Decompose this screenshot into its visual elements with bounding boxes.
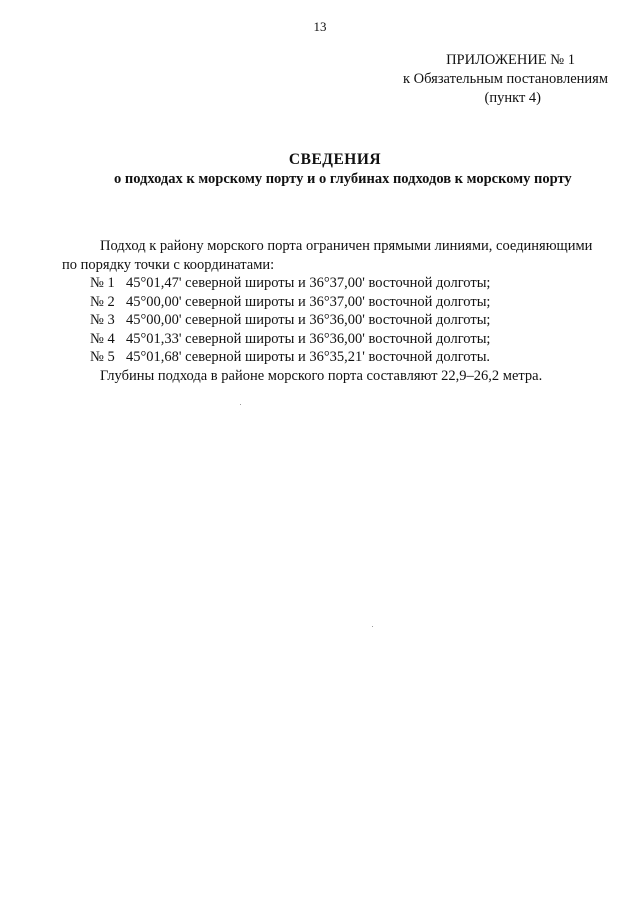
point-coordinates: 45°00,00' северной широты и 36°36,00' восточной долготы; bbox=[126, 312, 491, 328]
point-number: № 5 bbox=[90, 349, 115, 365]
appendix-point: (пункт 4) bbox=[484, 90, 541, 106]
intro-line-2: по порядку точки с координатами: bbox=[62, 256, 275, 273]
scan-speck bbox=[240, 404, 241, 405]
coordinate-point-1 bbox=[90, 274, 610, 293]
intro-line-1: Подход к району морского порта ограничен прямыми линиями, соединяющими bbox=[100, 238, 593, 254]
document-subtitle: о подходах к морскому порту и о глубинах подходов к морскому порту bbox=[114, 171, 572, 187]
coordinate-point-2 bbox=[90, 293, 610, 312]
point-number: № 3 bbox=[90, 312, 115, 328]
appendix-title: ПРИЛОЖЕНИЕ № 1 bbox=[446, 52, 575, 68]
point-number: № 4 bbox=[90, 330, 115, 347]
point-coordinates: 45°01,68' северной широты и 36°35,21' восточной долготы. bbox=[126, 349, 491, 365]
point-number: № 1 bbox=[90, 275, 115, 291]
coordinate-point-5 bbox=[90, 348, 610, 367]
page-number: 13 bbox=[313, 19, 327, 34]
coordinate-point-4 bbox=[90, 330, 610, 349]
appendix-header bbox=[348, 51, 608, 108]
coordinate-point-3 bbox=[90, 311, 610, 330]
document-body bbox=[62, 237, 610, 385]
point-coordinates: 45°00,00' северной широты и 36°37,00' восточной долготы; bbox=[126, 293, 491, 310]
point-number: № 2 bbox=[90, 293, 115, 310]
document-title: СВЕДЕНИЯ bbox=[288, 151, 382, 168]
point-coordinates: 45°01,47' северной широты и 36°37,00' восточной долготы; bbox=[126, 275, 491, 291]
depth-line: Глубины подхода в районе морского порта составляют 22,9–26,2 метра. bbox=[100, 367, 543, 384]
scan-speck bbox=[372, 626, 373, 627]
point-coordinates: 45°01,33' северной широты и 36°36,00' восточной долготы; bbox=[126, 330, 491, 347]
appendix-subtitle: к Обязательным постановлениям bbox=[403, 71, 608, 87]
